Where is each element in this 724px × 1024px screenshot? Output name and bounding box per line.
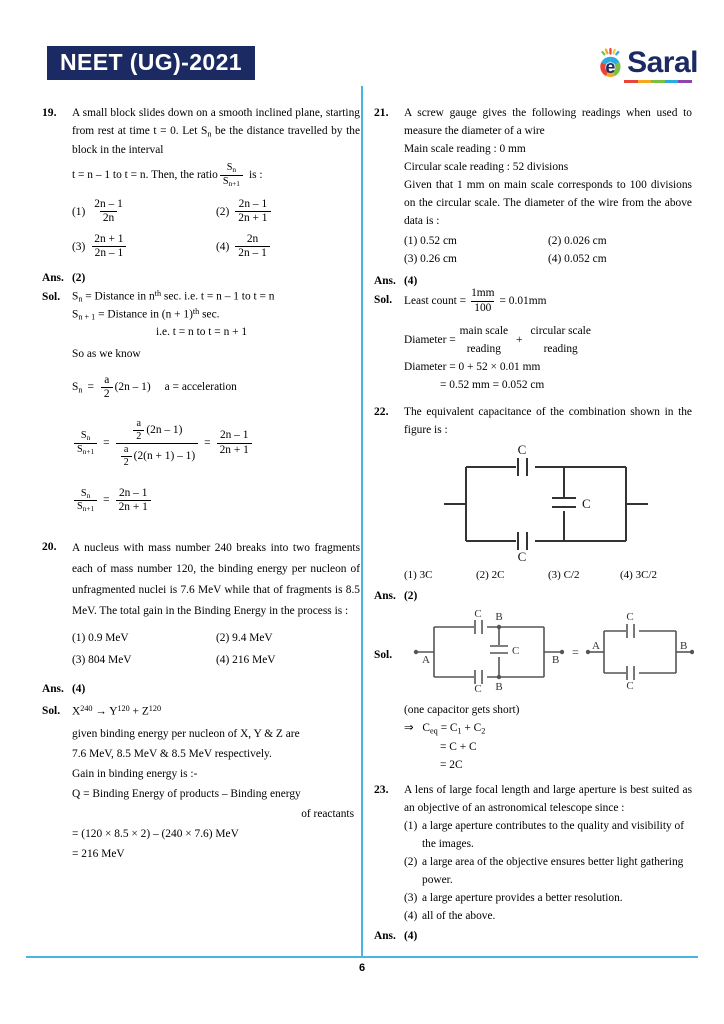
q19-sol-line3: i.e. t = n to t = n + 1 <box>156 325 248 338</box>
q20-option-1[interactable]: (1) 0.9 MeV <box>72 632 129 645</box>
q22-option-3[interactable]: (3) C/2 <box>548 569 580 582</box>
exam-title-badge: NEET (UG)-2021 <box>47 46 255 80</box>
question-20-text: A nucleus with mass number 240 breaks into two fragments each of mass number 120, the binding energy per nucleon of unfragmented nuclei is 7.6 MeV while that of fragments is 8.5 MeV. The total gain in the Binding Energy in the process is : <box>72 541 360 618</box>
question-20-number: 20. <box>42 539 57 553</box>
q23-option-3[interactable]: (3) a large aperture provides a better resolution. <box>404 891 623 904</box>
q22-sol-eq2: = C + C <box>440 740 477 753</box>
esaral-logo-text: Saral <box>627 46 698 79</box>
q21-option-1[interactable]: (1) 0.52 cm <box>404 235 457 248</box>
q19-ans-value: (2) <box>72 271 86 284</box>
q19-text-part2: be the distance travelled by the block in the interval <box>72 125 360 157</box>
q22-sol-node-top-b: B <box>495 610 503 623</box>
q19-sol-eq3: $\frac{S_n}{S_{n+1}}$ = $\frac{2n - 1}{2n + 1}$ <box>72 487 360 515</box>
question-23-number: 23. <box>374 782 389 796</box>
q22-option-2[interactable]: (2) 2C <box>476 569 505 582</box>
q20-sol-line3: Gain in binding energy is :- <box>72 767 198 780</box>
question-20-solution <box>42 702 360 864</box>
column-divider <box>361 86 363 958</box>
q21-ans-label: Ans. <box>374 275 396 288</box>
q22-circuit-figure <box>404 445 692 563</box>
q21-least-count: Least count = $\frac{1mm}{100}$ = 0.01mm <box>404 287 547 314</box>
q23-text: A lens of large focal length and large aperture is best suited as an objective of an astronomical telescope since : <box>404 783 692 814</box>
question-19-answer <box>42 269 360 287</box>
q19-option-4[interactable]: (4) $\frac{2n}{2n - 1}$ <box>216 233 360 261</box>
q23-ans-value: (4) <box>404 929 418 942</box>
q22-sol-node-b-left: B <box>552 653 560 666</box>
q22-sol-cap-top-left: C <box>474 608 482 620</box>
question-19 <box>42 104 360 263</box>
q21-option-2[interactable]: (2) 0.026 cm <box>548 235 607 248</box>
q22-sol-equals: = <box>572 644 579 659</box>
q19-sol-label: Sol. <box>42 290 61 303</box>
q19-sol-line2: $S_{n + 1}$ = Distance in $(n + 1)^{th}$ sec. <box>72 306 220 322</box>
q19-ratio-denominator: $S_{n+1}$ <box>220 175 243 189</box>
question-22-answer <box>374 587 692 605</box>
q22-cap-top-label: C <box>517 445 527 458</box>
question-22 <box>374 403 692 584</box>
q20-options <box>72 628 360 671</box>
q21-diameter-line3: = 0.52 mm = 0.052 cm <box>440 379 545 392</box>
question-20-answer <box>42 680 360 698</box>
q19-ans-label: Ans. <box>42 271 64 284</box>
footer-rule <box>26 956 698 958</box>
q20-sol-label: Sol. <box>42 705 61 718</box>
q19-option-3[interactable]: (3) $\frac{2n + 1}{2n - 1}$ <box>72 233 216 261</box>
q22-solution-text <box>404 701 692 775</box>
svg-text:e: e <box>605 57 616 78</box>
q21-option-4[interactable]: (4) 0.052 cm <box>548 253 607 266</box>
esaral-logo <box>596 48 698 84</box>
q22-ans-value: (2) <box>404 589 418 602</box>
question-23-answer <box>374 927 692 945</box>
q23-options <box>404 817 692 925</box>
question-20 <box>42 538 360 672</box>
q22-sol-node-b-right: B <box>680 639 688 652</box>
q21-text-3: Circular scale reading : 52 divisions <box>404 161 569 174</box>
q22-sol-eq3: = 2C <box>440 759 463 772</box>
q20-sol-line7: = 216 MeV <box>72 847 125 860</box>
q22-sol-cap-top-right: C <box>626 610 634 623</box>
question-21-solution <box>374 287 692 394</box>
q22-option-1[interactable]: (1) 3C <box>404 569 433 582</box>
q19-sol-line1: $S_n$ = Distance in $n^{th}$ sec. i.e. t = n – 1 to t = n <box>72 288 275 304</box>
question-19-solution <box>42 288 360 518</box>
q19-text-part3: t = n – 1 to t = n. Then, the ratio <box>72 169 218 182</box>
q19-sol-line4: So as we know <box>72 347 141 360</box>
q20-option-3[interactable]: (3) 804 MeV <box>72 653 132 666</box>
q19-option-1[interactable]: (1) $\frac{2n - 1}{2n}$ <box>72 197 123 225</box>
q23-option-1[interactable]: (1) a large aperture contributes to the quality and visibility of the images. <box>404 819 685 850</box>
q19-ratio-fraction <box>220 162 243 188</box>
q21-text-4: Given that 1 mm on main scale corresponds to 100 divisions on the circular scale. The diameter of the wire from the above data is : <box>404 179 692 228</box>
q19-options <box>72 193 360 263</box>
q19-text-part4: is : <box>248 169 263 182</box>
q20-sol-line6: = (120 × 8.5 × 2) – (240 × 7.6) MeV <box>72 827 239 840</box>
q19-text-part1: A small block slides down on a smooth inclined plane, starting from rest at time t = 0. Let S <box>72 107 360 138</box>
question-21 <box>374 104 692 268</box>
q20-sol-line4: Q = Binding Energy of products – Binding energy <box>72 787 301 800</box>
q22-sol-eq1: ⇒ $C_{eq} = C_1 + C_2$ <box>404 722 486 736</box>
q22-sol-cap-mid-left: C <box>512 644 520 657</box>
q23-option-4[interactable]: (4) all of the above. <box>404 909 496 922</box>
q22-sol-cap-bot-right: C <box>626 679 634 692</box>
q21-text-2: Main scale reading : 0 mm <box>404 143 526 156</box>
page-number: 6 <box>358 962 366 974</box>
q20-option-4[interactable]: (4) 216 MeV <box>216 653 276 666</box>
left-column <box>42 104 360 866</box>
right-column <box>374 104 692 946</box>
q20-ans-value: (4) <box>72 683 86 696</box>
q22-sol-note: (one capacitor gets short) <box>404 703 520 716</box>
q20-sol-line5: of reactants <box>301 807 354 820</box>
q20-option-2[interactable]: (2) 9.4 MeV <box>216 632 273 645</box>
q20-reaction: $X^{240} \to Y^{120} + Z^{120}$ <box>72 704 162 718</box>
q19-ratio-numerator: $S_n$ <box>226 162 237 175</box>
q21-options <box>404 232 692 268</box>
q22-cap-mid-label: C <box>582 496 591 512</box>
q22-ans-label: Ans. <box>374 589 396 602</box>
q22-cap-bottom-label: C <box>517 549 527 564</box>
q22-sol-label: Sol. <box>374 648 393 661</box>
q19-sub-n: n <box>207 129 212 139</box>
q22-sol-node-bot-b: B <box>495 680 503 693</box>
question-19-number: 19. <box>42 106 57 119</box>
q20-ans-label: Ans. <box>42 683 64 696</box>
question-22-solution <box>374 609 692 701</box>
q19-ratio-line <box>72 162 360 188</box>
q19-option-2[interactable]: (2) $\frac{2n - 1}{2n + 1}$ <box>216 198 360 226</box>
q21-text-1: A screw gauge gives the following readings when used to measure the diameter of a wire <box>404 107 692 138</box>
q19-sol-eq1: $S_n$ = $\frac{a}{2}$ (2n – 1) a = acceleration <box>72 373 237 401</box>
question-22-number: 22. <box>374 405 389 419</box>
q21-option-3[interactable]: (3) 0.26 cm <box>404 253 457 266</box>
page-header <box>0 46 724 86</box>
q22-text: The equivalent capacitance of the combination shown in the figure is : <box>404 406 692 437</box>
q21-diameter-expr: Diameter = main scale reading + circular scale reading <box>404 325 591 356</box>
q22-option-4[interactable]: (4) 3C/2 <box>620 569 657 582</box>
q19-sol-eq2: $\frac{S_n}{S_{n+1}}$ = $\frac{a}{2}$ (2n – 1) $\frac{a}{2}$ (2(n + 1) – 1) = $\frac{2n - 1}{2n + 1}$ <box>72 418 360 469</box>
q22-sol-node-a-left: A <box>422 653 430 666</box>
q23-option-2[interactable]: (2) a large area of the objective ensures better light gathering power. <box>404 855 684 886</box>
q20-sol-line1: given binding energy per nucleon of X, Y & Z are <box>72 727 300 740</box>
esaral-e-icon <box>596 48 626 79</box>
q21-sol-label: Sol. <box>374 294 393 307</box>
q19-sol-eq1-note: a = acceleration <box>164 381 237 394</box>
esaral-logo-underline <box>624 80 692 83</box>
q23-ans-label: Ans. <box>374 929 396 942</box>
question-21-number: 21. <box>374 106 389 119</box>
q21-diameter-line2: Diameter = 0 + 52 × 0.01 mm <box>404 361 541 374</box>
question-19-text <box>72 104 360 159</box>
q21-ans-value: (4) <box>404 275 418 288</box>
q22-options <box>404 567 692 584</box>
q22-sol-node-a-right: A <box>592 639 600 652</box>
question-23 <box>374 781 692 925</box>
q20-sol-line2: 7.6 MeV, 8.5 MeV & 8.5 MeV respectively. <box>72 747 272 760</box>
q22-sol-cap-bot-left: C <box>474 682 482 695</box>
q22-solution-figure <box>404 609 694 701</box>
